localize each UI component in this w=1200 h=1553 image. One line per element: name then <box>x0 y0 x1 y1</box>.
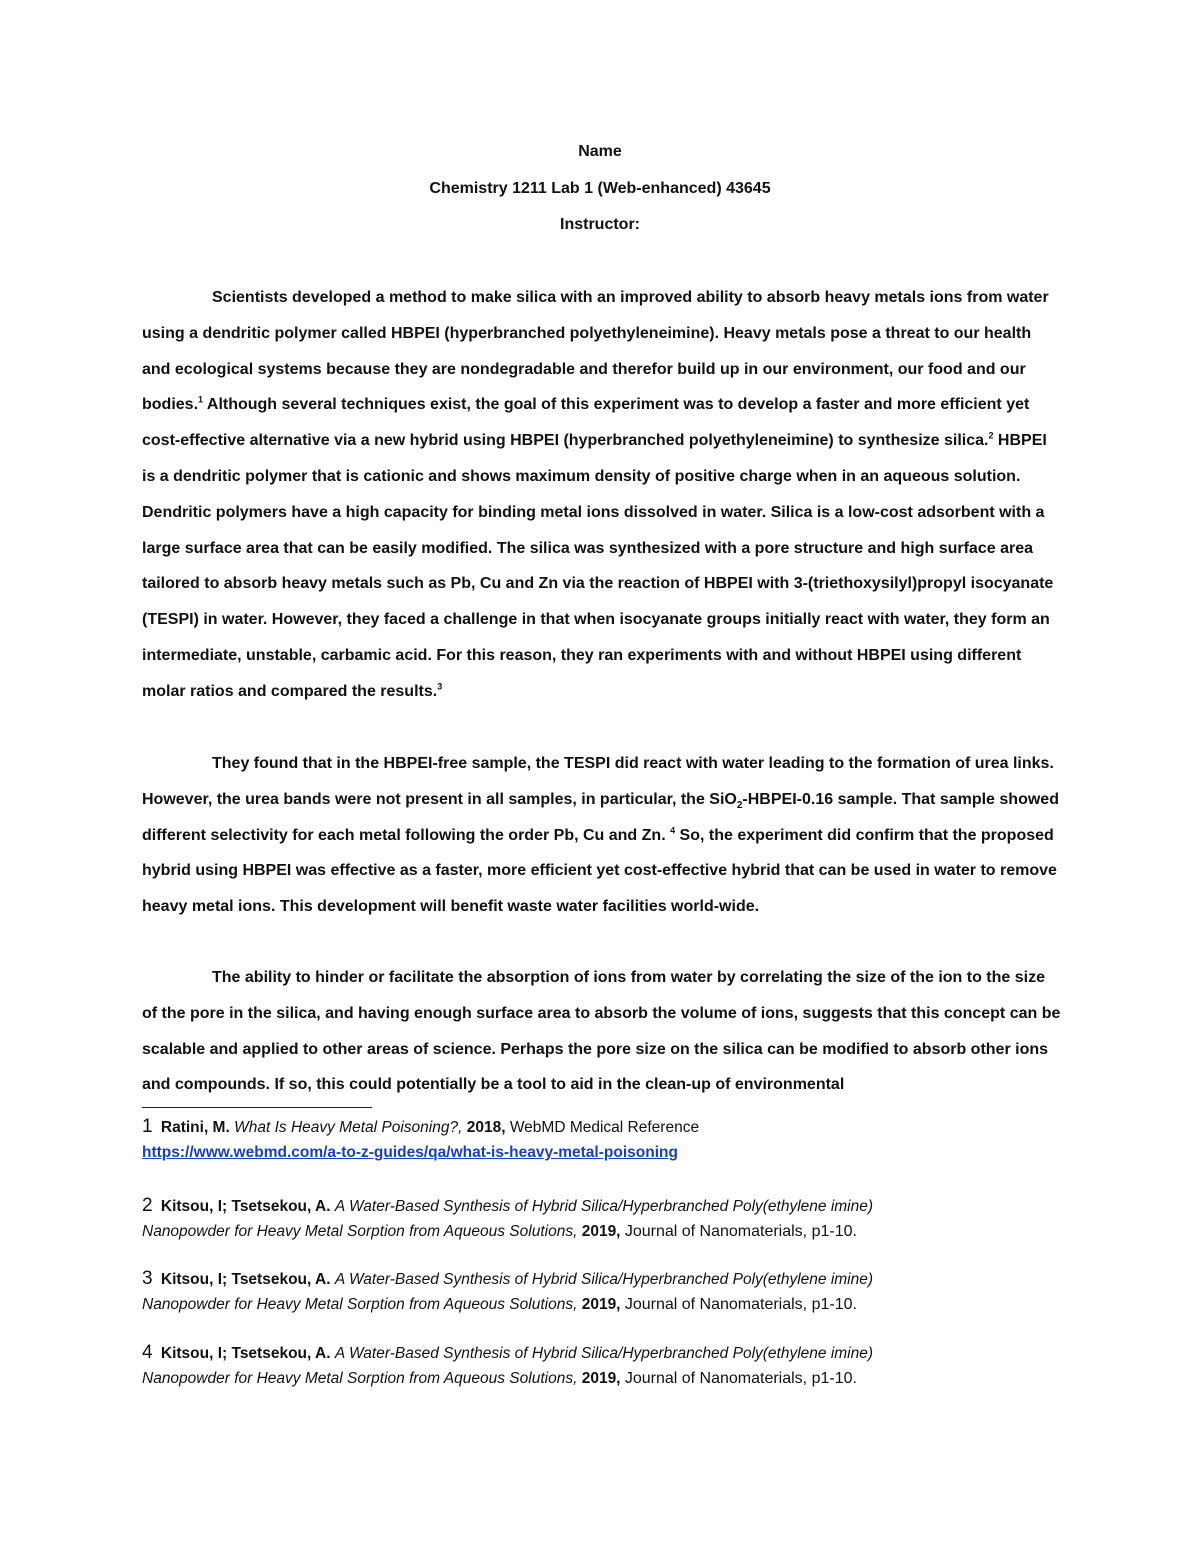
paragraph-2-text-a: They found that in the HBPEI-free sample, the TESPI did react with water leading to the formation of urea links. However, the urea bands were not present in all samples, in particular, the SiO <box>142 755 1054 808</box>
footnote-number: 3 <box>142 1268 153 1289</box>
paragraph-2-text-b: -HBPEI-0.16 sample. That sample showed different selectivity for each metal following the order Pb, Cu and Zn. <box>142 790 1059 844</box>
footnote-author: Ratini, M. <box>160 1119 230 1136</box>
footnote-ref-1: 1 <box>198 395 204 406</box>
footnote-ref-4: 4 <box>670 825 676 836</box>
instructor-heading: Instructor: <box>560 216 640 233</box>
footnote-year: 2019, <box>581 1223 621 1240</box>
footnote-ref-2: 2 <box>988 430 994 441</box>
footnote-3 <box>142 1266 1042 1317</box>
paragraph-3-text: The ability to hinder or facilitate the absorption of ions from water by correlating the size of the ion to the size of the pore in the silica, and having enough surface area to absorb the volume of ions, suggests that this concept can be scalable and applied to other areas of science. Perhaps the pore size on the silica can be modified to absorb other ions and compounds. If so, this could potentially be a tool to aid in the clean-up of environmental <box>142 969 1061 1094</box>
footnote-author: Kitsou, I; Tsetsekou, A. <box>160 1271 331 1288</box>
footnote-title-line-1: A Water-Based Synthesis of Hybrid Silica/Hyperbranched Poly(ethylene imine) <box>334 1345 874 1362</box>
student-name-heading: Name <box>578 143 622 160</box>
footnote-journal: WebMD Medical Reference <box>509 1119 700 1136</box>
paragraph-2-text-c: So, the experiment did confirm that the proposed hybrid using HBPEI was effective as a faster, more efficient yet cost-effective hybrid that can be used in water to remove heavy metal ions. This development will benefit waste water facilities world-wide. <box>142 826 1057 916</box>
footnote-title-line-2: Nanopowder for Heavy Metal Sorption from Aqueous Solutions, <box>142 1296 578 1313</box>
footnote-year: 2018, <box>466 1119 506 1136</box>
body-paragraph-2 <box>142 746 1062 925</box>
paragraph-1-text-a: Scientists developed a method to make silica with an improved ability to absorb heavy metals ions from water using a dendritic polymer called HBPEI (hyperbranched polyethyleneimine). Heavy metals pose a threat to our health and ecological systems because they are nondegradable and therefor build up in our environment, our food and our bodies. <box>142 289 1049 414</box>
footnote-title: What Is Heavy Metal Poisoning?, <box>234 1119 463 1136</box>
footnote-year: 2019, <box>581 1296 621 1313</box>
footnote-link[interactable]: https://www.webmd.com/a-to-z-guides/qa/what-is-heavy-metal-poisoning <box>142 1144 678 1161</box>
footnote-journal: Journal of Nanomaterials, p1-10. <box>624 1370 857 1387</box>
subscript-2: 2 <box>736 799 743 811</box>
footnote-title-line-1: A Water-Based Synthesis of Hybrid Silica/Hyperbranched Poly(ethylene imine) <box>334 1271 874 1288</box>
footnote-author: Kitsou, I; Tsetsekou, A. <box>160 1198 331 1215</box>
footnote-number: 4 <box>142 1342 153 1363</box>
footnote-author: Kitsou, I; Tsetsekou, A. <box>160 1345 331 1362</box>
footnote-4 <box>142 1340 1042 1391</box>
footnote-1 <box>142 1114 1042 1165</box>
footnote-ref-3: 3 <box>437 681 443 692</box>
footnote-title-line-2: Nanopowder for Heavy Metal Sorption from Aqueous Solutions, <box>142 1370 578 1387</box>
footnote-title-line-1: A Water-Based Synthesis of Hybrid Silica/Hyperbranched Poly(ethylene imine) <box>334 1198 874 1215</box>
footnote-title-line-2: Nanopowder for Heavy Metal Sorption from Aqueous Solutions, <box>142 1223 578 1240</box>
footnote-separator <box>142 1107 372 1108</box>
paragraph-1-text-b: Although several techniques exist, the goal of this experiment was to develop a faster and more efficient yet cost-effective alternative via a new hybrid using HBPEI (hyperbranched polyethyleneimine) to synthesize silica. <box>142 396 1030 450</box>
footnote-number: 1 <box>142 1116 153 1137</box>
paragraph-1-text-c: HBPEI is a dendritic polymer that is cationic and shows maximum density of positive charge when in an aqueous solution. Dendritic polymers have a high capacity for binding metal ions dissolved in water. Silica is a low-cost adsorbent with a large surface area that can be easily modified. The silica was synthesized with a pore structure and high surface area tailored to absorb heavy metals such as Pb, Cu and Zn via the reaction of HBPEI with 3-(triethoxysilyl)propyl isocyanate (TESPI) in water. However, they faced a challenge in that when isocyanate groups initially react with water, they form an intermediate, unstable, carbamic acid. For this reason, they ran experiments with and without HBPEI using different molar ratios and compared the results. <box>142 432 1054 700</box>
footnote-journal: Journal of Nanomaterials, p1-10. <box>624 1296 857 1313</box>
body-paragraph-1 <box>142 280 1062 710</box>
footnote-2 <box>142 1193 1042 1244</box>
footnote-journal: Journal of Nanomaterials, p1-10. <box>624 1223 857 1240</box>
body-paragraph-3 <box>142 960 1062 1103</box>
footnote-number: 2 <box>142 1195 153 1216</box>
footnote-year: 2019, <box>581 1370 621 1387</box>
course-heading: Chemistry 1211 Lab 1 (Web-enhanced) 43645 <box>429 180 771 197</box>
